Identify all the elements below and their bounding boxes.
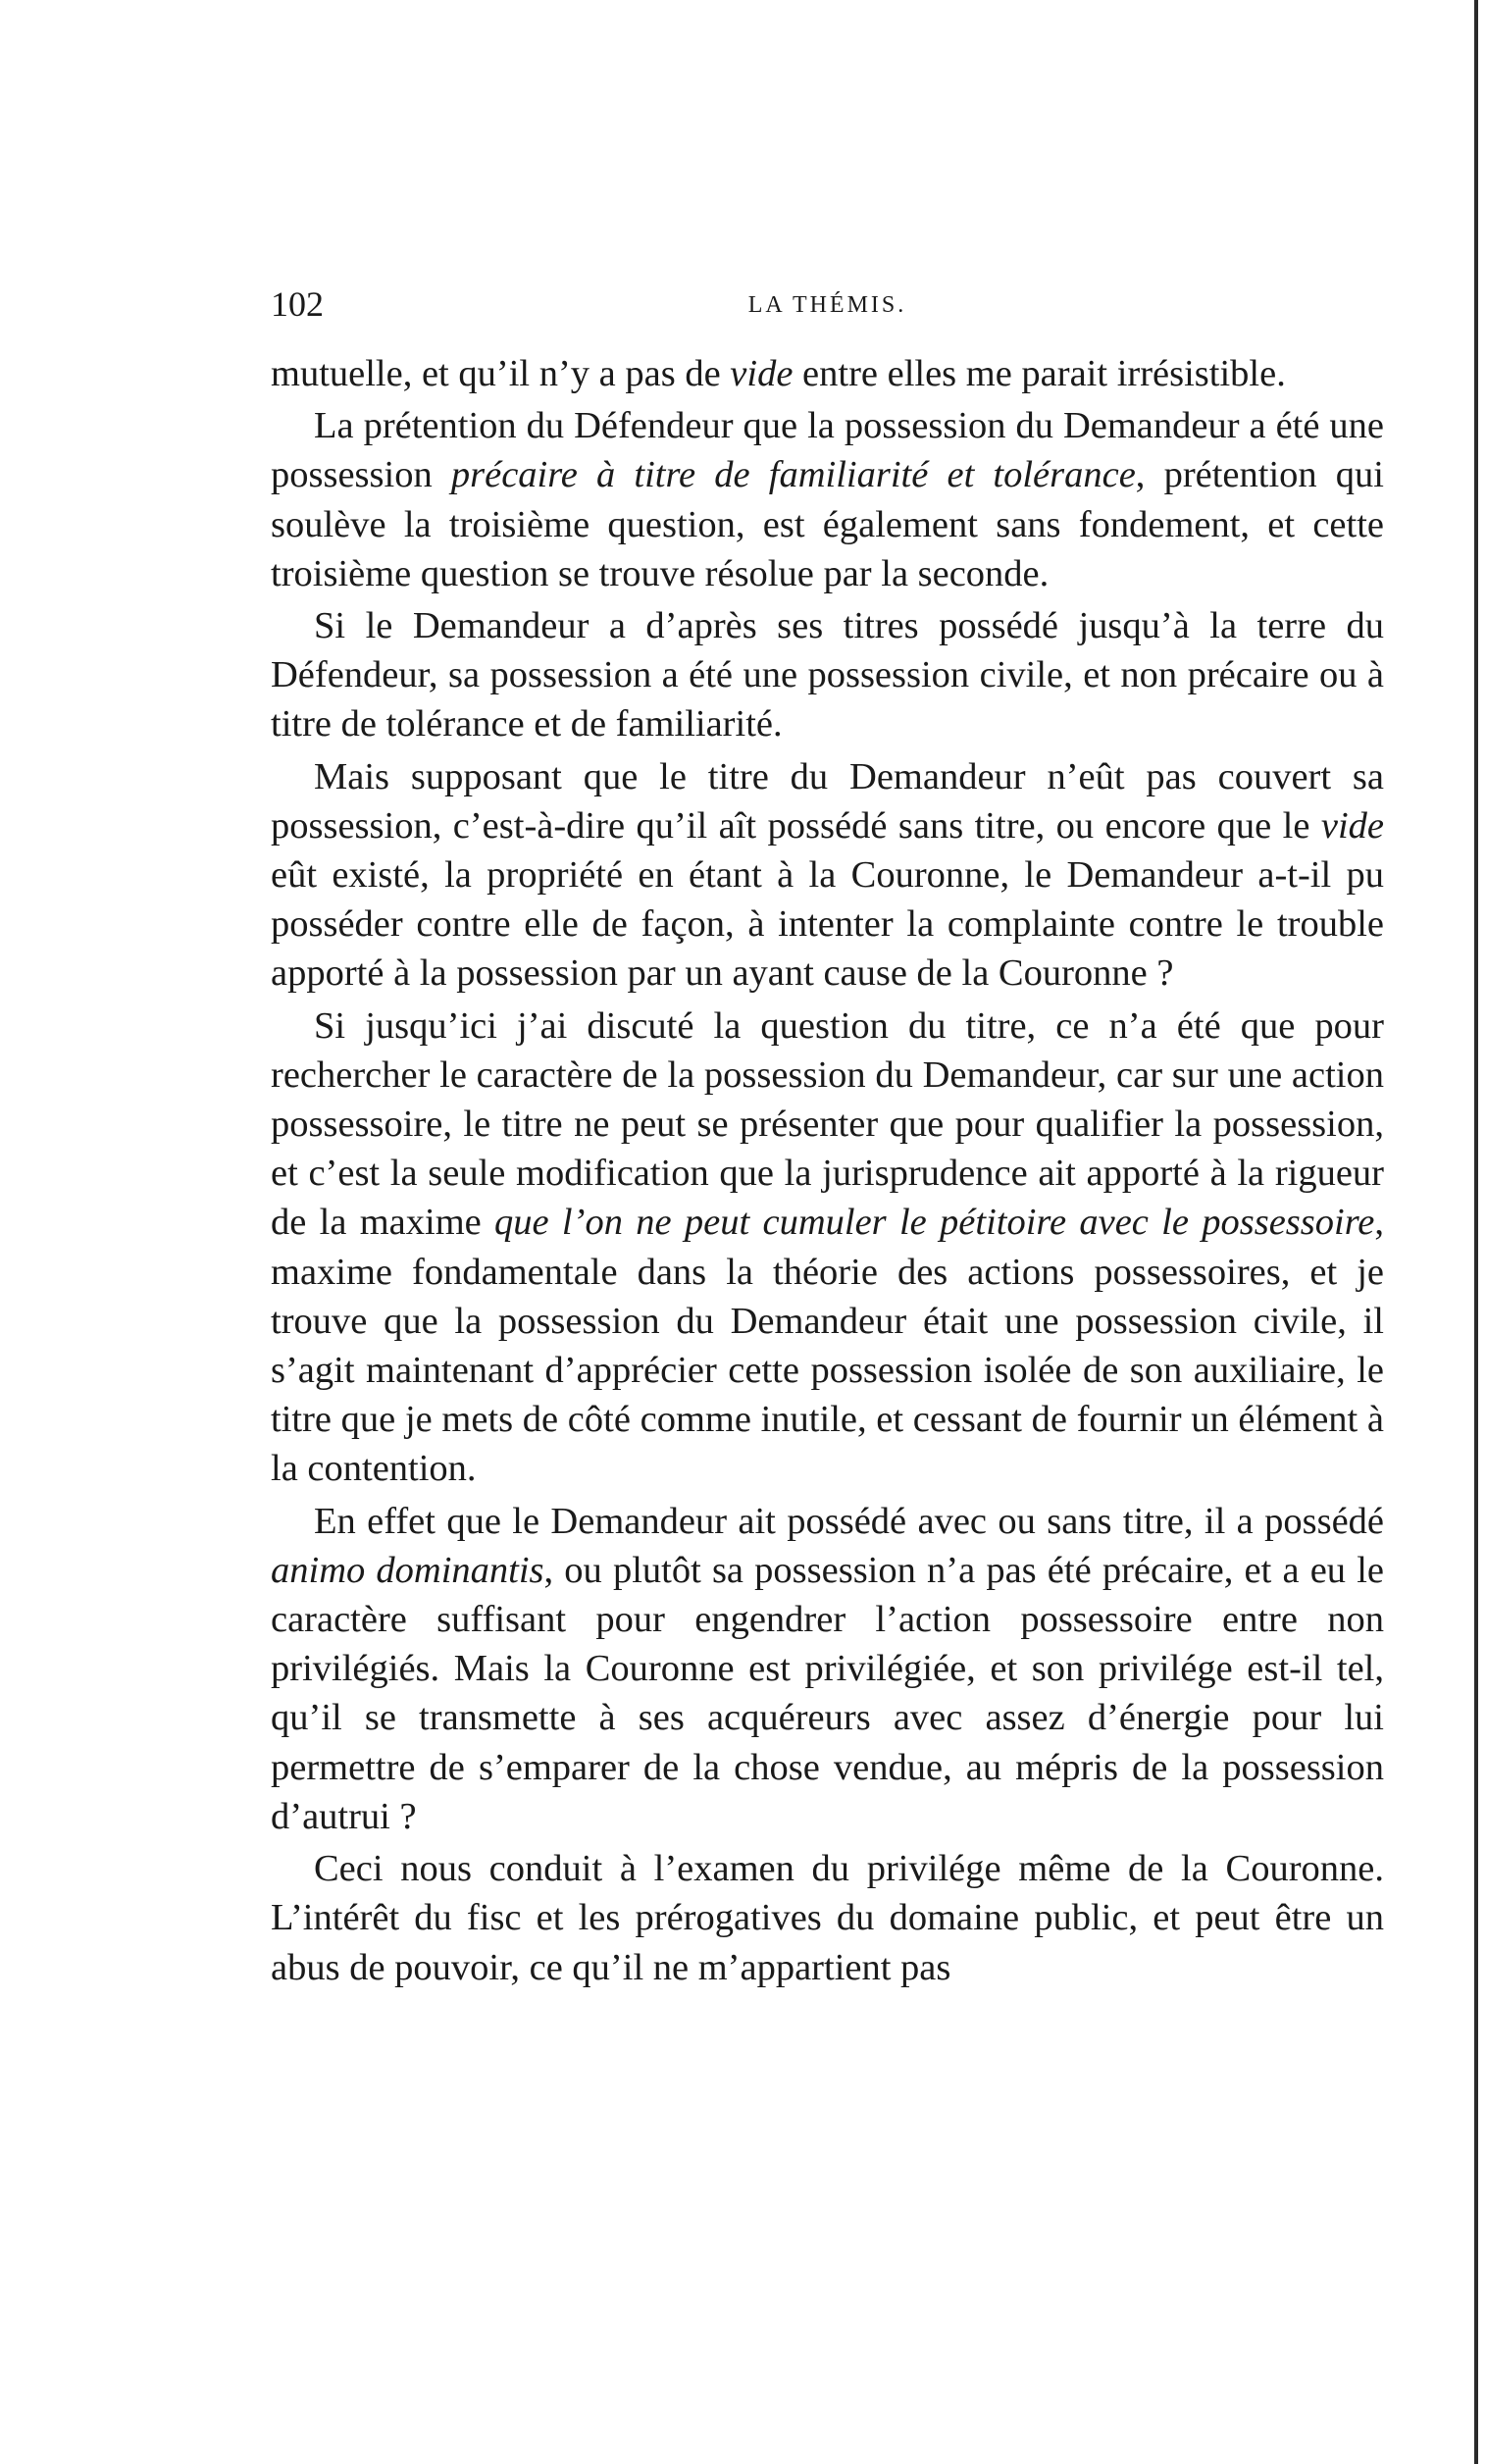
body-text	[271, 349, 1384, 1995]
italic-term: animo dominantis	[271, 1549, 544, 1591]
paragraph: Si le Demandeur a d’après ses titres possédé jusqu’à la terre du Défendeur, sa possession a été une possession civile, et non précaire ou à titre de tolérance et de familiarité.	[271, 605, 1384, 745]
page-number: 102	[271, 284, 324, 324]
paragraph: Ceci nous conduit à l’examen du privilége même de la Couronne. L’intérêt du fisc et les prérogatives du domaine public, et peut être un abus de pouvoir, ce qu’il ne m’appartient pas	[271, 1848, 1384, 1988]
italic-term: vide	[730, 353, 794, 394]
paragraph: Mais supposant que le titre du Demandeur n’eût pas couvert sa possession, c’est-à-dire qu’il aît possédé sans titre, ou encore que le vide eût existé, la propriété en étant à la Couronne, le Demandeur a-t-il pu posséder contre elle de façon, à intenter la complainte contre le trouble apporté à la possession par un ayant cause de la Couronne ?	[271, 755, 1384, 995]
paragraph: La prétention du Défendeur que la possession du Demandeur a été une possession précaire à titre de familiarité et tolérance, prétention qui soulève la troisième question, est également sans fondement, et cette troisième question se trouve résolue par la seconde.	[271, 405, 1384, 594]
page-edge-border	[1474, 0, 1478, 2464]
italic-term: vide	[1320, 804, 1384, 847]
paragraph-continuation: mutuelle, et qu’il n’y a pas de vide entre elles me parait irrésistible.	[271, 353, 1286, 394]
paragraph: En effet que le Demandeur ait possédé avec ou sans titre, il a possédé animo dominantis, ou plutôt sa possession n’a pas été précaire, et a eu le caractère suffisant pour engendrer l’action possessoire entre non privilégiés. Mais la Couronne est privilégiée, et son privilége est-il tel, qu’il se transmette à ses acquéreurs avec assez d’énergie pour lui permettre de s’emparer de la chose vendue, au mépris de la possession d’autrui ?	[271, 1500, 1384, 1837]
running-title: LA THÉMIS.	[747, 292, 907, 318]
italic-maxim: que l’on ne peut cumuler le pétitoire avec le possessoire	[494, 1202, 1375, 1244]
page-header	[271, 284, 1384, 334]
paragraph: Si jusqu’ici j’ai discuté la question du titre, ce n’a été que pour rechercher le caractère de la possession du Demandeur, car sur une action possessoire, le titre ne peut se présenter que pour qualifier la possession, et c’est la seule modification que la jurisprudence ait apporté à la rigueur de la maxime que l’on ne peut cumuler le pétitoire avec le possessoire, maxime fondamentale dans la théorie des actions possessoires, et je trouve que la possession du Demandeur était une possession civile, il s’agit maintenant d’apprécier cette possession isolée de son auxiliaire, le titre que je mets de côté comme inutile, et cessant de fournir un élément à la contention.	[271, 1004, 1384, 1490]
italic-term: précaire à titre de familiarité et tolérance	[450, 454, 1136, 496]
